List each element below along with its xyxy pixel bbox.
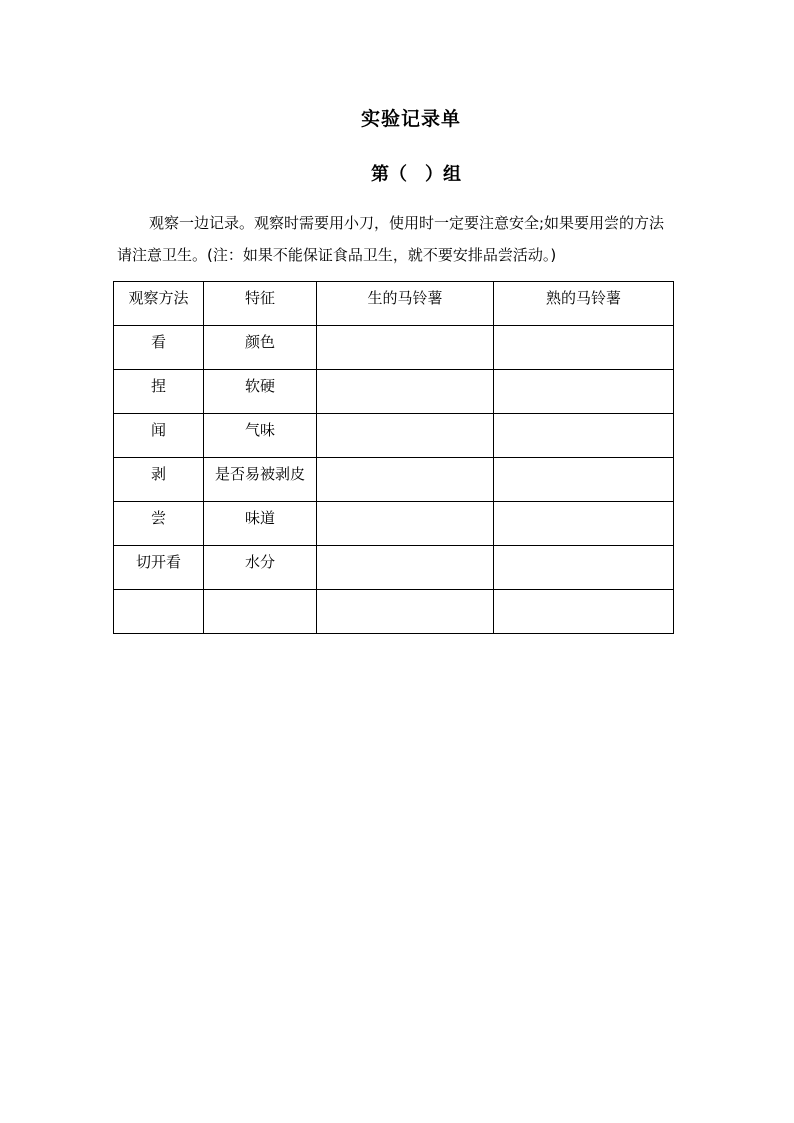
cell-method: 闻: [114, 414, 204, 458]
header-raw-potato: 生的马铃薯: [317, 282, 494, 326]
cell-feature: 水分: [204, 546, 317, 590]
table-header-row: [114, 282, 674, 326]
document-title: 实验记录单: [360, 108, 461, 130]
cell-cooked: [494, 458, 674, 502]
table-row: [114, 414, 674, 458]
cell-raw: [317, 458, 494, 502]
cell-raw: [317, 502, 494, 546]
cell-feature: 味道: [204, 502, 317, 546]
intro-paragraph: 观察一边记录。观察时需要用小刀，使用时一定要注意安全;如果要用尝的方法请注意卫生。(注：如果不能保证食品卫生，就不要安排品尝活动。): [117, 214, 665, 264]
cell-method: 捏: [114, 370, 204, 414]
cell-feature: 软硬: [204, 370, 317, 414]
cell-raw: [317, 326, 494, 370]
cell-method: [114, 590, 204, 634]
cell-raw: [317, 370, 494, 414]
cell-method: 看: [114, 326, 204, 370]
table-row: [114, 370, 674, 414]
cell-cooked: [494, 590, 674, 634]
table-row: [114, 546, 674, 590]
group-label: 第（ ）组: [371, 164, 461, 185]
cell-method: 尝: [114, 502, 204, 546]
cell-raw: [317, 590, 494, 634]
cell-cooked: [494, 502, 674, 546]
header-method: 观察方法: [114, 282, 204, 326]
cell-cooked: [494, 370, 674, 414]
table-row: [114, 502, 674, 546]
record-table: [113, 281, 674, 634]
table-row: [114, 458, 674, 502]
header-feature: 特征: [204, 282, 317, 326]
table-row: [114, 590, 674, 634]
cell-feature: 颜色: [204, 326, 317, 370]
cell-feature: 是否易被剥皮: [204, 458, 317, 502]
cell-method: 切开看: [114, 546, 204, 590]
cell-feature: 气味: [204, 414, 317, 458]
cell-raw: [317, 414, 494, 458]
cell-cooked: [494, 326, 674, 370]
cell-method: 剥: [114, 458, 204, 502]
cell-cooked: [494, 414, 674, 458]
cell-cooked: [494, 546, 674, 590]
cell-raw: [317, 546, 494, 590]
header-cooked-potato: 熟的马铃薯: [494, 282, 674, 326]
cell-feature: [204, 590, 317, 634]
table-row: [114, 326, 674, 370]
